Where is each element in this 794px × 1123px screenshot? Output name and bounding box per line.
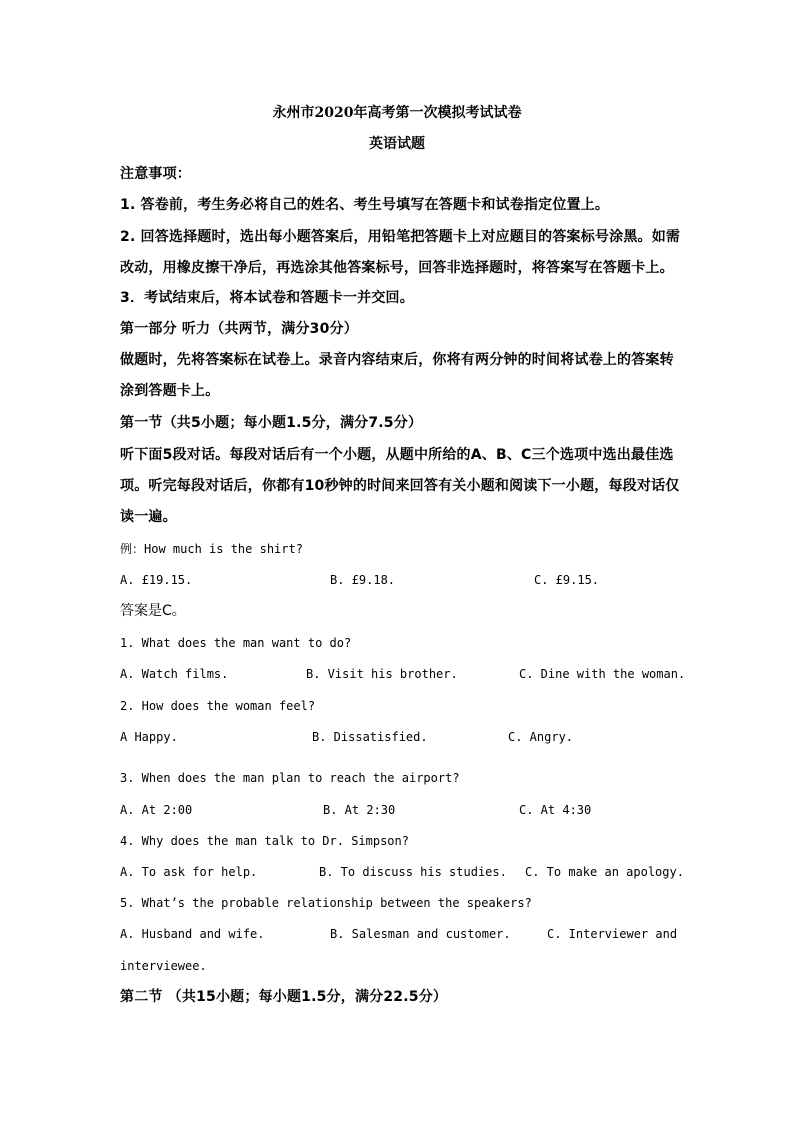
example-option-a: A. £19.15. — [120, 573, 193, 587]
question-5-option-c-continued: interviewee. — [120, 959, 207, 973]
question-5: 5. What’s the probable relationship between the speakers? — [120, 896, 532, 910]
question-3: 3. When does the man plan to reach the airport? — [120, 771, 460, 785]
question-5-option-a: A. Husband and wife. — [120, 927, 265, 941]
part1-heading: 第一部分 听力（共两节，满分30分） — [120, 321, 358, 337]
question-4-option-b: B. To discuss his studies. — [319, 865, 507, 879]
section1-instructions-line-3: 读一遍。 — [120, 509, 177, 525]
question-2-option-c: C. Angry. — [508, 730, 574, 744]
example-answer: 答案是C。 — [120, 603, 186, 619]
question-1-option-a: A. Watch films. — [120, 667, 229, 681]
example-option-c: C. £9.15. — [534, 573, 600, 587]
section2-heading: 第二节 （共15小题；每小题1.5分，满分22.5分） — [120, 989, 448, 1005]
question-4-option-c: C. To make an apology. — [525, 865, 684, 879]
question-5-option-c: C. Interviewer and — [547, 927, 678, 941]
section1-heading: 第一节（共5小题；每小题1.5分，满分7.5分） — [120, 415, 423, 431]
example-question: 例：How much is the shirt? — [120, 542, 303, 556]
note-item-3: 3．考试结束后，将本试卷和答题卡一并交回。 — [120, 290, 414, 306]
part1-intro-line-1: 做题时，先将答案标在试卷上。录音内容结束后，你将有两分钟的时间将试卷上的答案转 — [120, 352, 674, 368]
section1-instructions-line-1: 听下面5段对话。每段对话后有一个小题，从题中所给的A、B、C三个选项中选出最佳选 — [120, 447, 674, 463]
section1-instructions-line-2: 项。听完每段对话后，你都有10秒钟的时间来回答有关小题和阅读下一小题，每段对话仅 — [120, 478, 680, 494]
notes-heading: 注意事项： — [120, 166, 191, 182]
part1-intro-line-2: 涂到答题卡上。 — [120, 383, 220, 399]
question-2: 2. How does the woman feel? — [120, 699, 316, 713]
question-1: 1. What does the man want to do? — [120, 636, 352, 650]
example-option-b: B. £9.18. — [330, 573, 396, 587]
question-2-option-a: A Happy. — [120, 730, 178, 744]
question-1-option-c: C. Dine with the woman. — [519, 667, 686, 681]
question-4: 4. Why does the man talk to Dr. Simpson? — [120, 834, 409, 848]
question-3-option-b: B. At 2:30 — [323, 803, 396, 817]
note-item-1: 1. 答卷前，考生务必将自己的姓名、考生号填写在答题卡和试卷指定位置上。 — [120, 197, 610, 213]
question-4-option-a: A. To ask for help. — [120, 865, 258, 879]
question-3-option-a: A. At 2:00 — [120, 803, 193, 817]
exam-title: 永州市2020年高考第一次模拟考试试卷 — [272, 105, 522, 121]
question-3-option-c: C. At 4:30 — [519, 803, 592, 817]
note-item-2-line-1: 2. 回答选择题时，选出每小题答案后，用铅笔把答题卡上对应题目的答案标号涂黑。如需 — [120, 229, 681, 245]
exam-subtitle: 英语试题 — [369, 136, 425, 152]
question-1-option-b: B. Visit his brother. — [306, 667, 458, 681]
note-item-2-line-2: 改动，用橡皮擦干净后，再选涂其他答案标号，回答非选择题时，将答案写在答题卡上。 — [120, 260, 674, 276]
question-5-option-b: B. Salesman and customer. — [330, 927, 511, 941]
question-2-option-b: B. Dissatisfied. — [312, 730, 428, 744]
